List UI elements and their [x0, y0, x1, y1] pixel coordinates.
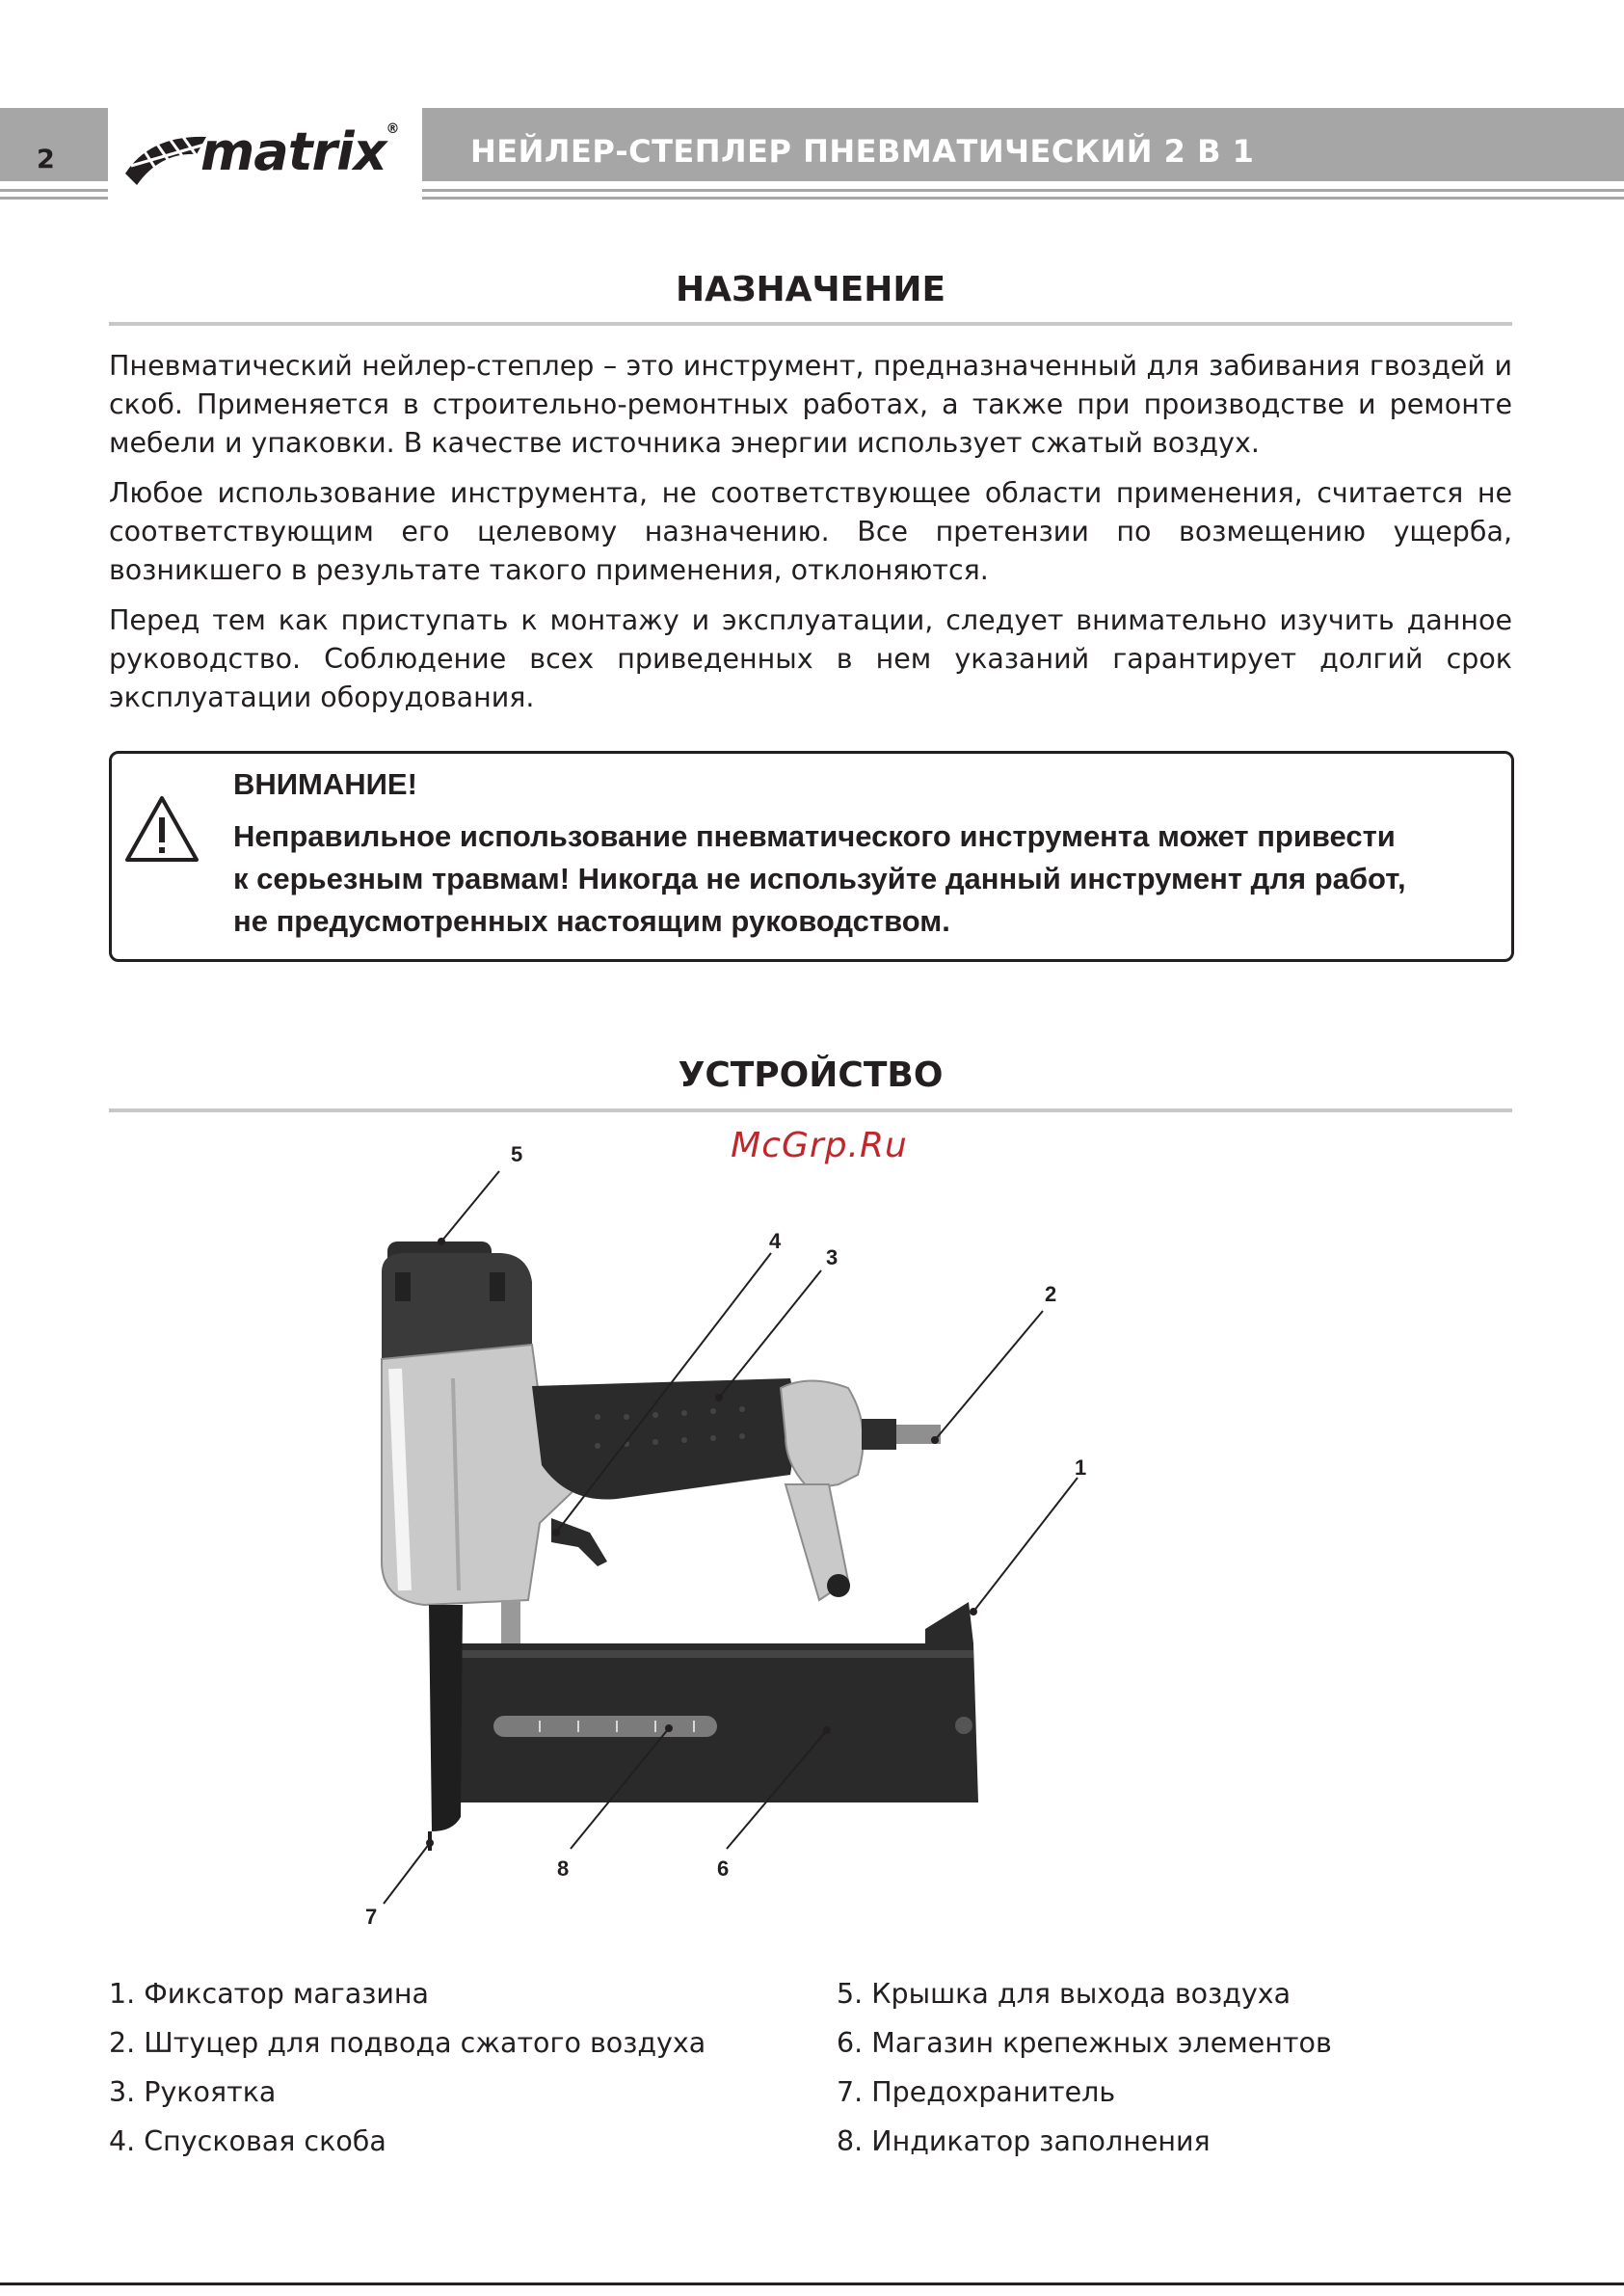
- purpose-paragraph: Любое использование инструмента, не соответствующее области применения, считается не соответствующим его целевому назначению. Все претензии по возмещению ущерба, возникшего в результате такого применения, отклоняются.: [109, 477, 1512, 586]
- legend-item: 8. Индикатор заполнения: [837, 2125, 1211, 2157]
- purpose-heading: НАЗНАЧЕНИЕ: [675, 270, 946, 309]
- callout-5: 5: [511, 1142, 523, 1166]
- legend-item: 4. Спусковая скоба: [109, 2125, 386, 2157]
- legend-item: 1. Фиксатор магазина: [109, 1978, 430, 2010]
- legend-item: 7. Предохранитель: [837, 2076, 1116, 2108]
- callout-2: 2: [1045, 1282, 1057, 1306]
- legend-item: 3. Рукоятка: [109, 2076, 277, 2108]
- callout-4: 4: [769, 1229, 782, 1253]
- footer-rule: [0, 2283, 1624, 2285]
- watermark: McGrp.Ru: [731, 1126, 908, 1165]
- nailer-diagram: [0, 1118, 1624, 1947]
- header-rule: [422, 197, 1624, 200]
- purpose-paragraph: Перед тем как приступать к монтажу и эксплуатации, следует внимательно изучить данное руководство. Соблюдение всех приведенных в нем указаний гарантирует долгий срок эксплуатации оборудования.: [109, 604, 1512, 713]
- section-rule: [109, 322, 1512, 326]
- document-title: НЕЙЛЕР-СТЕПЛЕР ПНЕВМАТИЧЕСКИЙ 2 В 1: [470, 133, 1255, 170]
- rear-cap: [781, 1381, 864, 1490]
- trigger: [551, 1518, 607, 1566]
- callout-1: 1: [1075, 1455, 1087, 1480]
- matrix-logo-icon: [121, 116, 213, 202]
- header-rule: [0, 189, 108, 192]
- warning-triangle-icon: [123, 794, 200, 864]
- warning-text: [233, 815, 1486, 943]
- warning-line: к серьезным травмам! Никогда не используйте данный инструмент для работ,: [233, 862, 1406, 895]
- warning-line: Неправильное использование пневматического инструмента может привести: [233, 819, 1396, 853]
- warning-box: [109, 751, 1514, 962]
- callout-8: 8: [557, 1856, 570, 1881]
- warning-title: ВНИМАНИЕ!: [233, 767, 417, 801]
- grip-handle: [532, 1378, 795, 1500]
- legend-item: 2. Штуцер для подвода сжатого воздуха: [109, 2027, 706, 2059]
- legend-item: 6. Магазин крепежных элементов: [837, 2027, 1332, 2059]
- section-rule: [109, 1108, 1512, 1112]
- purpose-paragraph: Пневматический нейлер-степлер – это инструмент, предназначенный для забивания гвоздей и скоб. Применяется в строительно-ремонтных работах, а также при производстве и ремонте мебели и упаковки. В качестве источника энергии использует сжатый воздух.: [109, 350, 1512, 459]
- callout-6: 6: [717, 1856, 730, 1881]
- page-number: 2: [37, 145, 55, 174]
- page-header: [0, 108, 1624, 204]
- air-fitting: [862, 1419, 896, 1450]
- legend-item: 5. Крышка для выхода воздуха: [837, 1978, 1291, 2010]
- callout-3: 3: [826, 1245, 839, 1269]
- fill-indicator: [493, 1716, 717, 1737]
- device-heading: УСТРОЙСТВО: [678, 1055, 944, 1095]
- header-rule: [422, 189, 1624, 192]
- tool-head-top: [382, 1253, 532, 1361]
- brand-logo: [112, 108, 418, 204]
- warning-line: не предусмотренных настоящим руководством.: [233, 904, 950, 938]
- callout-7: 7: [365, 1905, 378, 1929]
- magazine-latch: [925, 1602, 973, 1643]
- brand-name: matrix®: [200, 121, 399, 182]
- header-rule: [0, 197, 108, 200]
- nose-plate: [429, 1605, 463, 1831]
